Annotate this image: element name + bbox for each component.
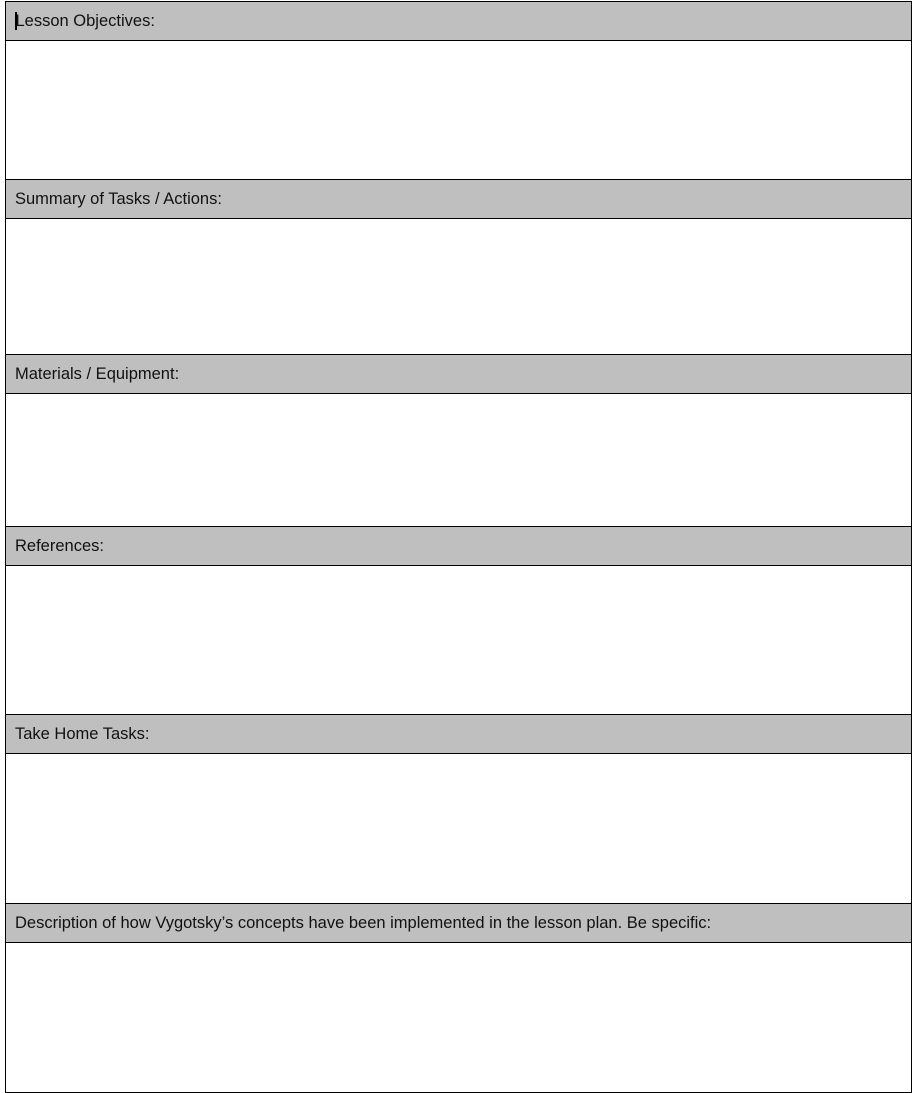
section-header: [6, 903, 911, 943]
section-label: Lesson Objectives:: [15, 11, 155, 30]
section-summary-of-tasks: [6, 179, 911, 354]
section-header: [6, 526, 911, 566]
section-label: Take Home Tasks:: [15, 724, 150, 743]
section-label: References:: [15, 536, 104, 555]
section-label: Description of how Vygotsky’s concepts have been implemented in the lesson plan. Be specific:: [15, 913, 712, 932]
references-field[interactable]: [6, 566, 911, 714]
section-header: [6, 179, 911, 219]
section-header: [6, 714, 911, 754]
take-home-tasks-field[interactable]: [6, 754, 911, 903]
section-lesson-objectives: [6, 1, 911, 179]
lesson-plan-form: [5, 1, 912, 1093]
section-materials-equipment: [6, 354, 911, 526]
vygotsky-description-field[interactable]: [6, 943, 911, 1093]
section-references: [6, 526, 911, 714]
section-label: Materials / Equipment:: [15, 364, 180, 383]
section-label: Summary of Tasks / Actions:: [15, 189, 222, 208]
section-take-home-tasks: [6, 714, 911, 903]
lesson-objectives-field[interactable]: [6, 41, 911, 179]
section-header: [6, 354, 911, 394]
materials-equipment-field[interactable]: [6, 394, 911, 526]
section-vygotsky-description: [6, 903, 911, 1093]
summary-of-tasks-field[interactable]: [6, 219, 911, 354]
section-header: [6, 1, 911, 41]
